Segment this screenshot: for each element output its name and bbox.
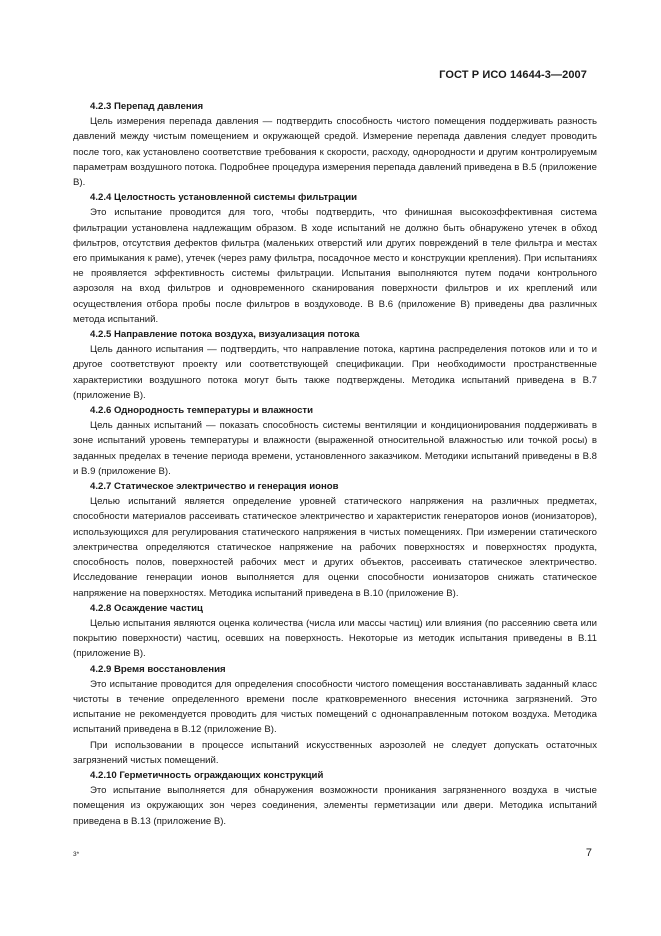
paragraph: При использовании в процессе испытаний искусственных аэрозолей не следует допускать остаточных загрязнений чистых помещений. bbox=[73, 739, 597, 766]
document-body bbox=[73, 99, 597, 829]
paragraph: Цель данного испытания — подтвердить, что направление потока, картина распределения потоков или и то и другое соответствуют проекту или соответствующей спецификации. При необходимости пространственные характеристики воздушного потока могут быть также подтверждены. Методика испытаний приведена в В.7 (приложение В). bbox=[73, 344, 597, 401]
paragraph: Цель измерения перепада давления — подтвердить способность чистого помещения поддерживать разность давлений между чистым помещением и окружающей средой. Измерение перепада давления следует проводить после того, как установлено соответствие требования к скорости, расходу, однородности и другим контролируемым параметрам воздушного потока. Подробнее процедура измерения перепада давлений приведена в В.5 (приложение В). bbox=[73, 116, 597, 189]
paragraph: Это испытание выполняется для обнаружения возможности проникания загрязненного воздуха в чистые помещения из окружающих зон через соединения, элементы герметизации или двери. Методика испытаний приведена в В.13 (приложение В). bbox=[73, 785, 597, 827]
paragraph: Целью испытания являются оценка количества (числа или массы частиц) или влияния (по рассеянию света или покрытию поверхности) частиц, осевших на поверхность. Некоторые из методик испытания приведены в В.11 (приложение В). bbox=[73, 617, 597, 660]
section-heading-4-2-3: 4.2.3 Перепад давления bbox=[90, 101, 204, 112]
paragraph: Цель данных испытаний — показать способность системы вентиляции и кондиционирования поддерживать в зоне испытаний уровень температуры и влажности (выраженной относительной влажностью или точкой росы) в заданных пределах в течение периода времени, установленного заказчиком. Методики испытаний приведены в В.8 и В.9 (приложение В). bbox=[73, 420, 597, 477]
section-heading-4-2-7: 4.2.7 Статическое электричество и генерация ионов bbox=[90, 481, 339, 493]
section-heading-4-2-9: 4.2.9 Время восстановления bbox=[90, 663, 226, 675]
page-number: 7 bbox=[585, 847, 592, 859]
section-heading-4-2-8: 4.2.8 Осаждение частиц bbox=[90, 602, 203, 614]
section-heading-4-2-4: 4.2.4 Целостность установленной системы фильтрации bbox=[90, 192, 357, 204]
section-heading-4-2-6: 4.2.6 Однородность температуры и влажности bbox=[90, 405, 314, 417]
section-heading-4-2-10: 4.2.10 Герметичность ограждающих конструкций bbox=[90, 769, 324, 781]
signature-mark: 3* bbox=[73, 851, 80, 858]
document-header: ГОСТ Р ИСО 14644-3—2007 bbox=[439, 69, 587, 81]
paragraph: Это испытание проводится для того, чтобы подтвердить, что финишная высокоэффективная система фильтрации установлена надлежащим образом. В ходе испытаний не должно быть обнаружено утечек в обход фильтров, отсутствия дефектов фильтра (маленьких отверстий или других повреждений в теле фильтра и местах его примыкания к раме), утечек (через раму фильтра, посадочное место и конструкции крепления). При испытаниях не проявляется эффективность системы фильтрации. Испытания выполняются путем подачи контрольного аэрозоля на вход фильтров и одновременного сканирования поверхности фильтров и их креплений или осуществления отбора пробы после фильтров в воздуховоде. В В.6 (приложение В) приведены два различных метода испытаний. bbox=[73, 207, 597, 325]
paragraph: Целью испытаний является определение уровней статического напряжения на различных предметах, способности материалов рассеивать статическое электричество и характеристик генераторов ионов (ионизаторов), использующихся для регулирования статического напряжения в чистых помещениях. При измерении статического электричества определяются статическое напряжение на рабочих поверхностях и поверхностях продукта, способность полов, поверхностей рабочих мест и других объектов, рассеивать статическое электричество. Исследование генерации ионов выполняется для оценки способности ионизаторов снижать статическое напряжение на поверхностях. Методика испытаний приведена в В.10 (приложение В). bbox=[73, 496, 597, 599]
paragraph: Это испытание проводится для определения способности чистого помещения восстанавливать заданный класс чистоты в течение определенного времени после кратковременного внесения источника загрязнений. Это испытание не рекомендуется проводить для чистых помещений с однонаправленным потоком воздуха. Методика испытаний приведена в В.12 (приложение В). bbox=[73, 678, 597, 736]
section-heading-4-2-5: 4.2.5 Направление потока воздуха, визуализация потока bbox=[90, 329, 360, 341]
